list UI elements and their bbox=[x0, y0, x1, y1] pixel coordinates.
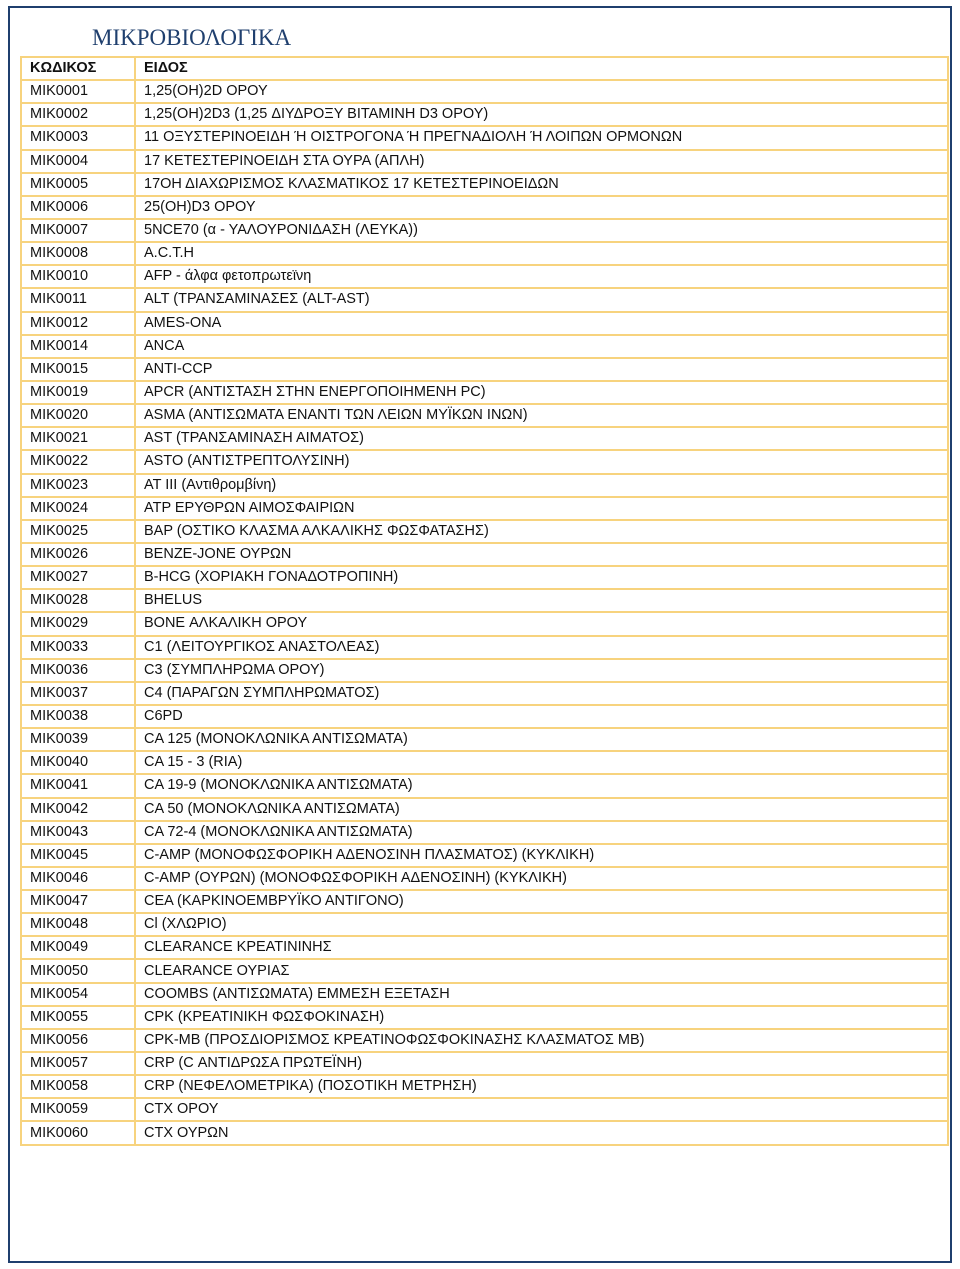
table-row bbox=[21, 404, 948, 427]
type-cell: BENZE-JONE ΟΥΡΩΝ bbox=[135, 543, 948, 566]
table-row bbox=[21, 589, 948, 612]
type-cell: CEA (ΚΑΡΚΙΝΟΕΜΒΡΥΪΚΟ ΑΝΤΙΓΟΝΟ) bbox=[135, 890, 948, 913]
type-cell: ANTI-CCP bbox=[135, 358, 948, 381]
table-row bbox=[21, 520, 948, 543]
type-cell: CRP (ΝΕΦΕΛΟΜΕΤΡΙΚΑ) (ΠΟΣΟΤΙΚΗ ΜΕΤΡΗΣΗ) bbox=[135, 1075, 948, 1098]
table-row bbox=[21, 659, 948, 682]
code-cell: ΜΙΚ0027 bbox=[21, 566, 135, 589]
code-cell: ΜΙΚ0045 bbox=[21, 844, 135, 867]
table-row bbox=[21, 983, 948, 1006]
table-row bbox=[21, 150, 948, 173]
code-cell: ΜΙΚ0059 bbox=[21, 1098, 135, 1121]
code-cell: ΜΙΚ0060 bbox=[21, 1121, 135, 1144]
type-cell: CTX ΟΡΟΥ bbox=[135, 1098, 948, 1121]
type-cell: CA 125 (ΜΟΝΟΚΛΩΝΙΚΑ ΑΝΤΙΣΩΜΑΤΑ) bbox=[135, 728, 948, 751]
table-row bbox=[21, 566, 948, 589]
column-header-type: ΕΙΔΟΣ bbox=[135, 57, 948, 80]
type-cell: AST (ΤΡΑΝΣΑΜΙΝΑΣΗ ΑΙΜΑΤΟΣ) bbox=[135, 427, 948, 450]
code-cell: ΜΙΚ0057 bbox=[21, 1052, 135, 1075]
code-cell: ΜΙΚ0041 bbox=[21, 774, 135, 797]
code-cell: ΜΙΚ0011 bbox=[21, 288, 135, 311]
type-cell: 17ΟΗ ΔΙΑΧΩΡΙΣΜΟΣ ΚΛΑΣΜΑΤΙΚΟΣ 17 ΚΕΤΕΣΤΕΡΙΝΟΕΙΔΩΝ bbox=[135, 173, 948, 196]
table-row bbox=[21, 959, 948, 982]
table-row bbox=[21, 288, 948, 311]
type-cell: AFP - άλφα φετοπρωτεϊνη bbox=[135, 265, 948, 288]
code-cell: ΜΙΚ0056 bbox=[21, 1029, 135, 1052]
code-cell: ΜΙΚ0002 bbox=[21, 103, 135, 126]
type-cell: CA 19-9 (ΜΟΝΟΚΛΩΝΙΚΑ ΑΝΤΙΣΩΜΑΤΑ) bbox=[135, 774, 948, 797]
table-row bbox=[21, 381, 948, 404]
type-cell: CA 72-4 (ΜΟΝΟΚΛΩΝΙΚΑ ΑΝΤΙΣΩΜΑΤΑ) bbox=[135, 821, 948, 844]
type-cell: C3 (ΣΥΜΠΛΗΡΩΜΑ ΟΡΟΥ) bbox=[135, 659, 948, 682]
code-cell: ΜΙΚ0019 bbox=[21, 381, 135, 404]
type-cell: B-HCG (ΧΟΡΙΑΚΗ ΓΟΝΑΔΟΤΡΟΠΙΝΗ) bbox=[135, 566, 948, 589]
type-cell: CRP (C ΑΝΤΙΔΡΩΣΑ ΠΡΩΤΕΪΝΗ) bbox=[135, 1052, 948, 1075]
table-row bbox=[21, 844, 948, 867]
code-cell: ΜΙΚ0047 bbox=[21, 890, 135, 913]
code-cell: ΜΙΚ0014 bbox=[21, 335, 135, 358]
type-cell: C4 (ΠΑΡΑΓΩΝ ΣΥΜΠΛΗΡΩΜΑΤΟΣ) bbox=[135, 682, 948, 705]
code-cell: ΜΙΚ0040 bbox=[21, 751, 135, 774]
type-cell: C-AMP (ΟΥΡΩΝ) (ΜΟΝΟΦΩΣΦΟΡΙΚΗ ΑΔΕΝΟΣΙΝΗ) (ΚΥΚΛΙΚΗ) bbox=[135, 867, 948, 890]
type-cell: 1,25(OH)2D ΟΡΟΥ bbox=[135, 80, 948, 103]
type-cell: ALT (ΤΡΑΝΣΑΜΙΝΑΣΕΣ (ALT-AST) bbox=[135, 288, 948, 311]
table-row bbox=[21, 126, 948, 149]
table-row bbox=[21, 543, 948, 566]
code-cell: ΜΙΚ0037 bbox=[21, 682, 135, 705]
code-cell: ΜΙΚ0055 bbox=[21, 1006, 135, 1029]
type-cell: CLEARANCE ΚΡΕΑΤΙΝΙΝΗΣ bbox=[135, 936, 948, 959]
code-cell: ΜΙΚ0038 bbox=[21, 705, 135, 728]
table-row bbox=[21, 751, 948, 774]
table-row bbox=[21, 497, 948, 520]
code-cell: ΜΙΚ0003 bbox=[21, 126, 135, 149]
table-row bbox=[21, 1098, 948, 1121]
table-row bbox=[21, 798, 948, 821]
table-row bbox=[21, 450, 948, 473]
table-row bbox=[21, 427, 948, 450]
code-cell: ΜΙΚ0043 bbox=[21, 821, 135, 844]
code-cell: ΜΙΚ0008 bbox=[21, 242, 135, 265]
type-cell: CPK-MB (ΠΡΟΣΔΙΟΡΙΣΜΟΣ ΚΡΕΑΤΙΝΟΦΩΣΦΟΚΙΝΑΣΗΣ ΚΛΑΣΜΑΤΟΣ MB) bbox=[135, 1029, 948, 1052]
table-header-row bbox=[21, 57, 948, 80]
code-cell: ΜΙΚ0020 bbox=[21, 404, 135, 427]
type-cell: BAP (ΟΣΤΙΚΟ ΚΛΑΣΜΑ ΑΛΚΑΛΙΚΗΣ ΦΩΣΦΑΤΑΣΗΣ) bbox=[135, 520, 948, 543]
type-cell: C1 (ΛΕΙΤΟΥΡΓΙΚΟΣ ΑΝΑΣΤΟΛΕΑΣ) bbox=[135, 636, 948, 659]
table-row bbox=[21, 1052, 948, 1075]
type-cell: CTX ΟΥΡΩΝ bbox=[135, 1121, 948, 1144]
type-cell: C6PD bbox=[135, 705, 948, 728]
table-row bbox=[21, 1121, 948, 1144]
type-cell: ASTO (ΑΝΤΙΣΤΡΕΠΤΟΛΥΣΙΝΗ) bbox=[135, 450, 948, 473]
table-row bbox=[21, 705, 948, 728]
type-cell: ANCA bbox=[135, 335, 948, 358]
table-row bbox=[21, 867, 948, 890]
table-row bbox=[21, 821, 948, 844]
column-header-code: ΚΩΔΙΚΟΣ bbox=[21, 57, 135, 80]
type-cell: AT III (Αντιθρομβίνη) bbox=[135, 474, 948, 497]
type-cell: 5NCE70 (α - ΥΑΛΟΥΡΟΝΙΔΑΣΗ (ΛΕΥΚΑ)) bbox=[135, 219, 948, 242]
type-cell: A.C.T.H bbox=[135, 242, 948, 265]
table-row bbox=[21, 80, 948, 103]
code-cell: ΜΙΚ0036 bbox=[21, 659, 135, 682]
type-cell: APCR (ΑΝΤΙΣΤΑΣΗ ΣΤΗΝ ΕΝΕΡΓΟΠΟΙΗΜΕΝΗ PC) bbox=[135, 381, 948, 404]
type-cell: BHELUS bbox=[135, 589, 948, 612]
type-cell: ATP ΕΡΥΘΡΩΝ ΑΙΜΟΣΦΑΙΡΙΩΝ bbox=[135, 497, 948, 520]
table-row bbox=[21, 103, 948, 126]
table-row bbox=[21, 774, 948, 797]
code-cell: ΜΙΚ0039 bbox=[21, 728, 135, 751]
code-cell: ΜΙΚ0004 bbox=[21, 150, 135, 173]
type-cell: AMES-ONA bbox=[135, 312, 948, 335]
table-row bbox=[21, 196, 948, 219]
code-cell: ΜΙΚ0001 bbox=[21, 80, 135, 103]
type-cell: 25(OH)D3 ΟΡΟΥ bbox=[135, 196, 948, 219]
type-cell: COOMBS (ΑΝΤΙΣΩΜΑΤΑ) ΕΜΜΕΣΗ ΕΞΕΤΑΣΗ bbox=[135, 983, 948, 1006]
table-row bbox=[21, 335, 948, 358]
table-row bbox=[21, 265, 948, 288]
code-cell: ΜΙΚ0023 bbox=[21, 474, 135, 497]
type-cell: BONE ΑΛΚΑΛΙΚΗ ΟΡΟΥ bbox=[135, 612, 948, 635]
table-row bbox=[21, 936, 948, 959]
table-row bbox=[21, 242, 948, 265]
table-row bbox=[21, 219, 948, 242]
type-cell: Cl (ΧΛΩΡΙΟ) bbox=[135, 913, 948, 936]
type-cell: CPK (ΚΡΕΑΤΙΝΙΚΗ ΦΩΣΦΟΚΙΝΑΣΗ) bbox=[135, 1006, 948, 1029]
table-row bbox=[21, 682, 948, 705]
type-cell: 11 ΟΞΥΣΤΕΡΙΝΟΕΙΔΗ Ή ΟΙΣΤΡΟΓΟΝΑ Ή ΠΡΕΓΝΑΔΙΟΛΗ Ή ΛΟΙΠΩΝ ΟΡΜΟΝΩΝ bbox=[135, 126, 948, 149]
type-cell: 1,25(OH)2D3 (1,25 ΔΙΥΔΡΟΞΥ ΒΙΤΑΜΙΝΗ D3 ΟΡΟΥ) bbox=[135, 103, 948, 126]
code-cell: ΜΙΚ0048 bbox=[21, 913, 135, 936]
code-cell: ΜΙΚ0058 bbox=[21, 1075, 135, 1098]
code-cell: ΜΙΚ0010 bbox=[21, 265, 135, 288]
table-row bbox=[21, 1075, 948, 1098]
type-cell: C-AMP (ΜΟΝΟΦΩΣΦΟΡΙΚΗ ΑΔΕΝΟΣΙΝΗ ΠΛΑΣΜΑΤΟΣ) (ΚΥΚΛΙΚΗ) bbox=[135, 844, 948, 867]
code-cell: ΜΙΚ0005 bbox=[21, 173, 135, 196]
code-cell: ΜΙΚ0028 bbox=[21, 589, 135, 612]
table-row bbox=[21, 358, 948, 381]
code-cell: ΜΙΚ0022 bbox=[21, 450, 135, 473]
code-cell: ΜΙΚ0007 bbox=[21, 219, 135, 242]
table-row bbox=[21, 612, 948, 635]
code-cell: ΜΙΚ0033 bbox=[21, 636, 135, 659]
type-cell: CA 50 (ΜΟΝΟΚΛΩΝΙΚΑ ΑΝΤΙΣΩΜΑΤΑ) bbox=[135, 798, 948, 821]
code-cell: ΜΙΚ0021 bbox=[21, 427, 135, 450]
code-cell: ΜΙΚ0012 bbox=[21, 312, 135, 335]
table-row bbox=[21, 474, 948, 497]
table-row bbox=[21, 1006, 948, 1029]
type-cell: CLEARANCE ΟΥΡΙΑΣ bbox=[135, 959, 948, 982]
code-cell: ΜΙΚ0029 bbox=[21, 612, 135, 635]
code-cell: ΜΙΚ0042 bbox=[21, 798, 135, 821]
table-row bbox=[21, 890, 948, 913]
code-cell: ΜΙΚ0049 bbox=[21, 936, 135, 959]
code-cell: ΜΙΚ0026 bbox=[21, 543, 135, 566]
code-cell: ΜΙΚ0006 bbox=[21, 196, 135, 219]
code-cell: ΜΙΚ0024 bbox=[21, 497, 135, 520]
table-row bbox=[21, 913, 948, 936]
table-row bbox=[21, 636, 948, 659]
table-row bbox=[21, 728, 948, 751]
code-cell: ΜΙΚ0050 bbox=[21, 959, 135, 982]
code-cell: ΜΙΚ0046 bbox=[21, 867, 135, 890]
type-cell: ASMA (ΑΝΤΙΣΩΜΑΤΑ ΕΝΑΝΤΙ ΤΩΝ ΛΕΙΩΝ ΜΥΪΚΩΝ ΙΝΩΝ) bbox=[135, 404, 948, 427]
codes-table bbox=[20, 56, 949, 1146]
table-row bbox=[21, 173, 948, 196]
code-cell: ΜΙΚ0015 bbox=[21, 358, 135, 381]
code-cell: ΜΙΚ0054 bbox=[21, 983, 135, 1006]
table-row bbox=[21, 312, 948, 335]
page-title: ΜΙΚΡΟΒΙΟΛΟΓΙΚΑ bbox=[92, 25, 292, 50]
type-cell: CA 15 - 3 (RIA) bbox=[135, 751, 948, 774]
table-row bbox=[21, 1029, 948, 1052]
code-cell: ΜΙΚ0025 bbox=[21, 520, 135, 543]
type-cell: 17 ΚΕΤΕΣΤΕΡΙΝΟΕΙΔΗ ΣΤΑ ΟΥΡΑ (ΑΠΛΗ) bbox=[135, 150, 948, 173]
